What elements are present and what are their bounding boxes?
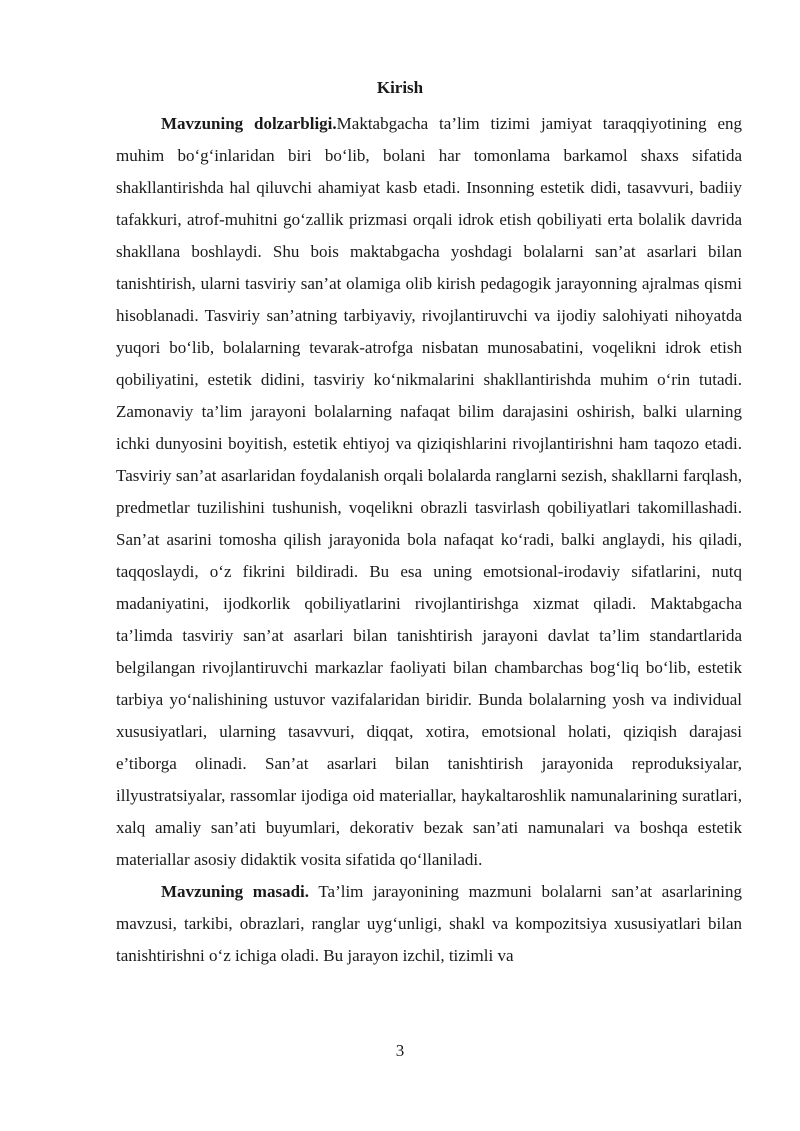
paragraph-text-relevance: Maktabgacha ta’lim tizimi jamiyat taraqqiyotining eng muhim bo‘g‘inlaridan biri bo‘lib, bolani har tomonlama barkamol shaxs sifatida shakllantirishda hal qiluvchi ahamiyat kasb etadi. Insonning estetik didi, tasavvuri, badiiy tafakkuri, atrof-muhitni go‘zallik prizmasi orqali idrok etish qobiliyati erta bolalik davrida shakllana boshlaydi. Shu bois maktabgacha yoshdagi bolalarni san’at asarlari bilan tanishtirish, ularni tasviriy san’at olamiga olib kirish pedagogik jarayonning ajralmas qismi hisoblanadi. Tasviriy san’atning tarbiyaviy, rivojlantiruvchi va ijodiy salohiyati nihoyatda yuqori bo‘lib, bolalarning tevarak-atrofga nisbatan munosabatini, voqelikni idrok etish qobiliyatini, estetik didini, tasviriy ko‘nikmalarini shakllantirishda muhim o‘rin tutadi. Zamonaviy ta’lim jarayoni bolalarning nafaqat bilim darajasini oshirish, balki ularning ichki dunyosini boyitish, estetik ehtiyoj va qiziqishlarini rivojlantirishni ham taqozo etadi. Tasviriy san’at asarlaridan foydalanish orqali bolalarda ranglarni sezish, shakllarni farqlash, predmetlar tuzilishini tushunish, voqelikni obrazli tasvirlash qobiliyatlari takomillashadi. San’at asarini tomosha qilish jarayonida bola nafaqat ko‘radi, balki anglaydi, his qiladi, taqqoslaydi, o‘z fikrini bildiradi. Bu esa uning emotsional-irodaviy sifatlarini, nutq madaniyatini, ijodkorlik qobiliyatlarini rivojlantirishga xizmat qiladi. Maktabgacha ta’limda tasviriy san’at asarlari bilan tanishtirish jarayoni davlat ta’lim standartlarida belgilangan rivojlantiruvchi markazlar faoliyati bilan chambarchas bog‘liq bo‘lib, estetik tarbiya yo‘nalishining ustuvor vazifalaridan biridir. Bunda bolalarning yosh va individual xususiyatlari, ularning tasavvuri, diqqat, xotira, emotsional holati, qiziqish darajasi e’tiborga olinadi. San’at asarlari bilan tanishtirish jarayonida reproduksiyalar, illyustratsiyalar, rassomlar ijodiga oid materiallar, haykaltaroshlik namunalarining suratlari, xalq amaliy san’ati buyumlari, dekorativ bezak san’ati namunalari va boshqa estetik materiallar asosiy didaktik vosita sifatida qo‘llaniladi.: [116, 114, 742, 869]
page-title: Kirish: [376, 78, 424, 97]
paragraph-lead-relevance: Mavzuning dolzarbligi.: [161, 114, 337, 133]
page-number: 3: [395, 1041, 405, 1060]
paragraph-purpose: [116, 876, 742, 972]
paragraph-lead-purpose: Mavzuning masadi.: [161, 882, 310, 901]
paragraph-relevance: [116, 108, 742, 876]
paragraph-text-purpose: Ta’lim jarayonining mazmuni bolalarni san’at asarlarining mavzusi, tarkibi, obrazlari, ranglar uyg‘unligi, shakl va kompozitsiya xususiyatlari bilan tanishtirishni o‘z ichiga oladi. Bu jarayon izchil, tizimli va: [116, 882, 742, 965]
body-text: [116, 108, 742, 972]
